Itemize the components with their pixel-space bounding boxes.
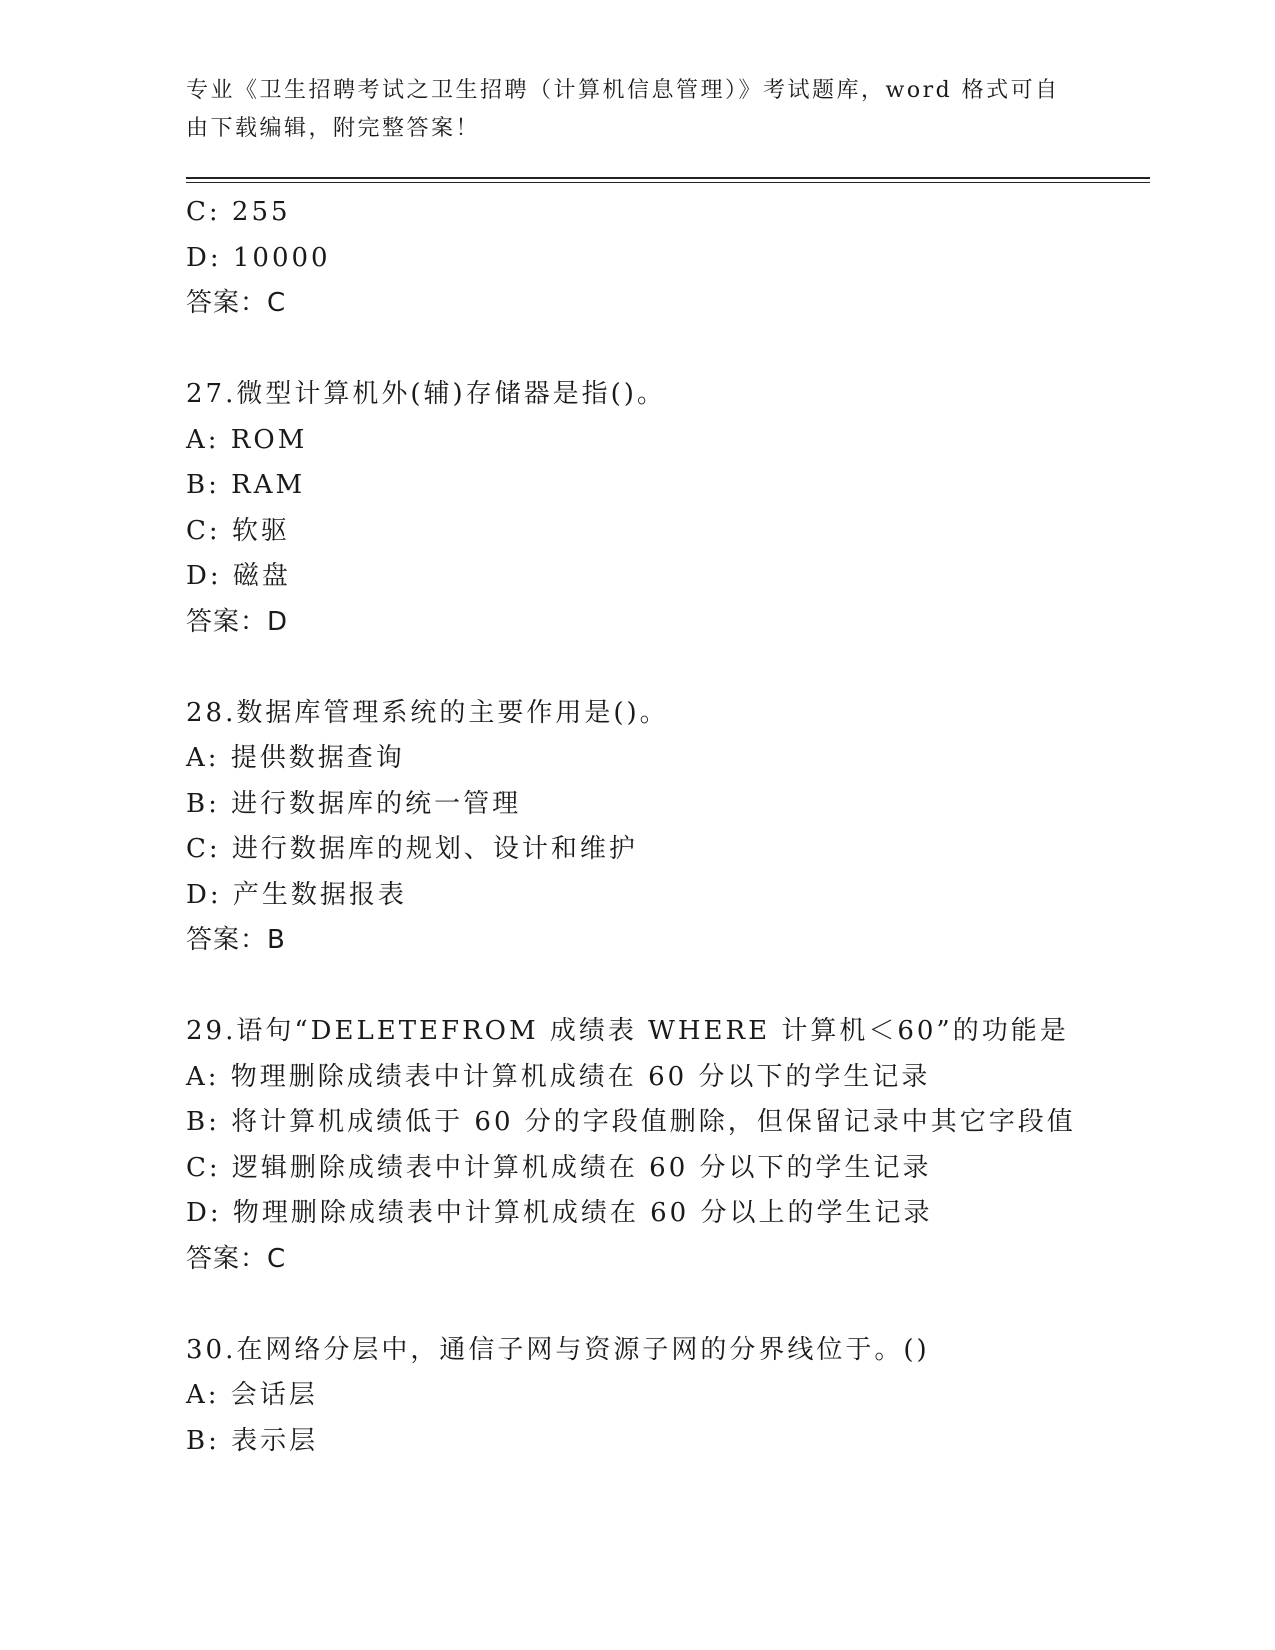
spacer (186, 1282, 1150, 1328)
option-a: A: 物理删除成绩表中计算机成绩在 60 分以下的学生记录 (186, 1061, 931, 1092)
option-d: D: 磁盘 (186, 561, 291, 591)
header-line-1: 专业《卫生招聘考试之卫生招聘（计算机信息管理）》考试题库，word 格式可自 (186, 78, 1060, 103)
option-c: C: 软驱 (186, 515, 290, 546)
header-line-2: 由下载编辑，附完整答案！ (186, 116, 481, 141)
option-c: C: 逻辑删除成绩表中计算机成绩在 60 分以下的学生记录 (186, 1152, 932, 1183)
option-c: C: 进行数据库的规划、设计和维护 (186, 834, 638, 864)
answer-line: 答案：C (186, 1243, 287, 1274)
option-b: B: 将计算机成绩低于 60 分的字段值删除，但保留记录中其它字段值 (186, 1107, 1076, 1137)
header-divider-top (186, 177, 1150, 179)
option-b: B: 进行数据库的统一管理 (186, 788, 522, 819)
option-d: D: 产生数据报表 (186, 879, 407, 910)
spacer (186, 645, 1150, 691)
answer-line: 答案：C (186, 288, 287, 318)
document-header (186, 72, 1066, 148)
question-stem: 28.数据库管理系统的主要作用是()。 (186, 697, 669, 728)
question-stem: 30.在网络分层中，通信子网与资源子网的分界线位于。() (186, 1334, 930, 1365)
option-b: B: 表示层 (186, 1425, 319, 1456)
spacer (186, 327, 1150, 373)
option-a: A: 会话层 (186, 1380, 318, 1410)
header-divider-bottom (186, 182, 1150, 183)
option-b: B: RAM (186, 470, 306, 500)
answer-line: 答案：D (186, 606, 289, 637)
question-stem: 29.语句“DELETEFROM 成绩表 WHERE 计算机＜60”的功能是 (186, 1016, 1069, 1046)
question-list (186, 190, 1150, 1464)
option-a: A: 提供数据查询 (186, 743, 405, 773)
option-a: A: ROM (186, 424, 308, 455)
question-stem: 27.微型计算机外(辅)存储器是指()。 (186, 379, 666, 409)
spacer (186, 964, 1150, 1010)
answer-line: 答案：B (186, 925, 286, 955)
option-c: C: 255 (186, 197, 291, 227)
option-d: D: 物理删除成绩表中计算机成绩在 60 分以上的学生记录 (186, 1198, 933, 1228)
option-d: D: 10000 (186, 242, 331, 273)
